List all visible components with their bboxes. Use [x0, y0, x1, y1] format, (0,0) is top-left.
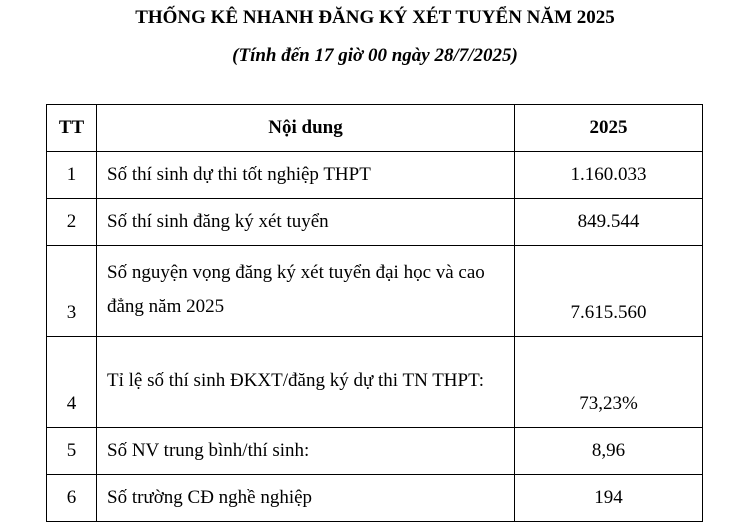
row-content: Tỉ lệ số thí sinh ĐKXT/đăng ký dự thi TN THPT:	[97, 337, 515, 428]
header-tt: TT	[47, 105, 97, 152]
row-value: 73,23%	[515, 337, 703, 428]
row-content: Số nguyện vọng đăng ký xét tuyển đại học và cao đẳng năm 2025	[97, 246, 515, 337]
table-header-row	[47, 105, 703, 152]
row-content: Số NV trung bình/thí sinh:	[97, 428, 515, 475]
row-content: Số thí sinh đăng ký xét tuyển	[97, 199, 515, 246]
table-row	[47, 475, 703, 522]
row-content: Số thí sinh dự thi tốt nghiệp THPT	[97, 152, 515, 199]
row-value: 1.160.033	[515, 152, 703, 199]
table-row	[47, 152, 703, 199]
header-year: 2025	[515, 105, 703, 152]
row-number: 3	[47, 246, 97, 337]
row-number: 6	[47, 475, 97, 522]
row-value: 7.615.560	[515, 246, 703, 337]
row-number: 1	[47, 152, 97, 199]
row-value: 849.544	[515, 199, 703, 246]
table-row	[47, 246, 703, 337]
row-content: Số trường CĐ nghề nghiệp	[97, 475, 515, 522]
document-subtitle: (Tính đến 17 giờ 00 ngày 28/7/2025)	[232, 45, 518, 66]
row-number: 5	[47, 428, 97, 475]
statistics-table	[46, 104, 703, 522]
table-row	[47, 199, 703, 246]
row-value: 194	[515, 475, 703, 522]
row-number: 4	[47, 337, 97, 428]
table-row	[47, 428, 703, 475]
document-title: THỐNG KÊ NHANH ĐĂNG KÝ XÉT TUYỂN NĂM 2025	[135, 7, 615, 28]
row-number: 2	[47, 199, 97, 246]
table-row	[47, 337, 703, 428]
header-content: Nội dung	[97, 105, 515, 152]
row-value: 8,96	[515, 428, 703, 475]
